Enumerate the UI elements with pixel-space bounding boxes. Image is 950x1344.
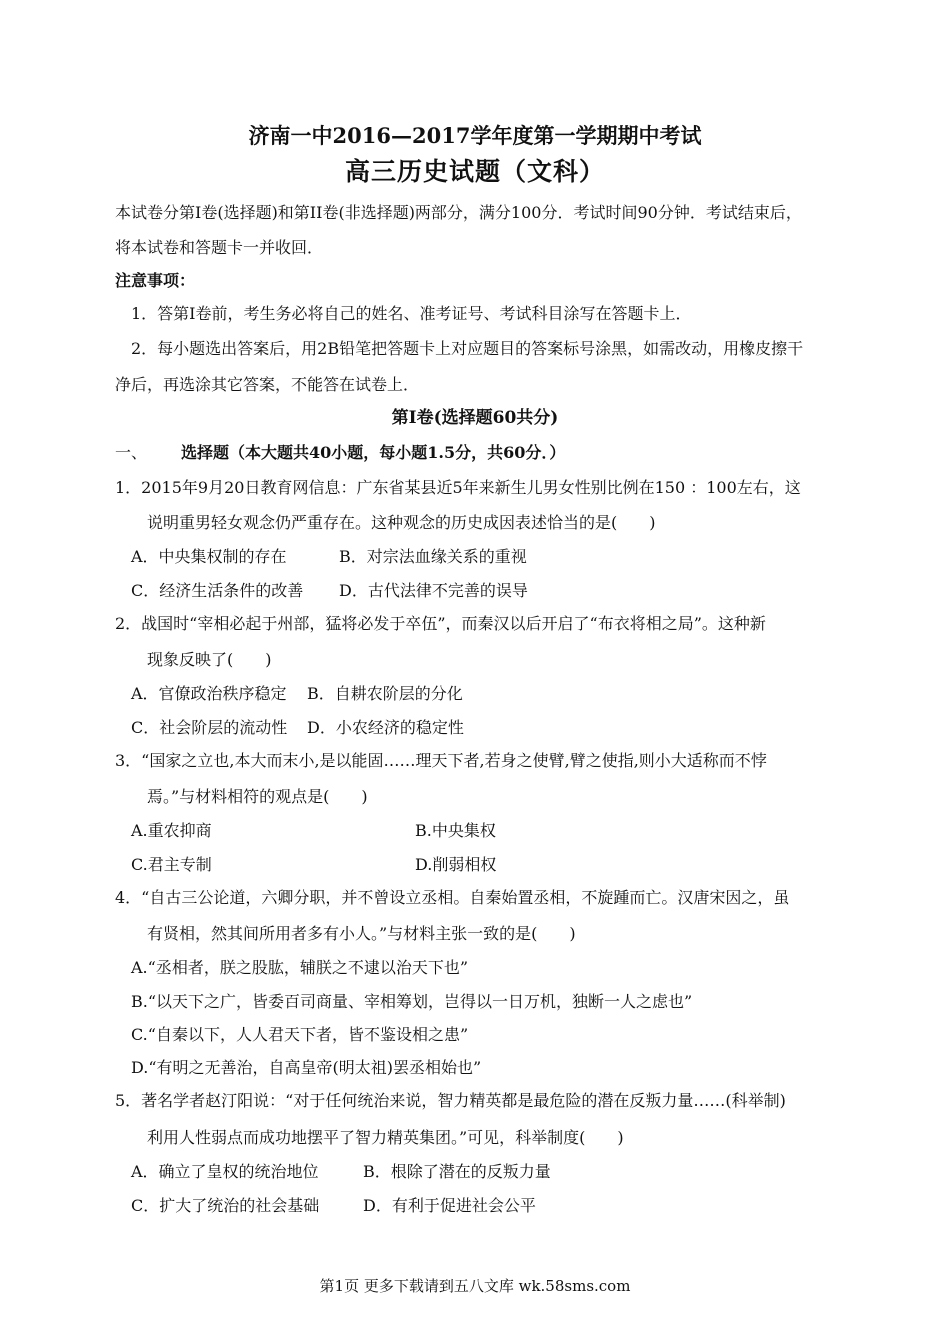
question-stem: 利用人性弱点而成功地摆平了智力精英集团。”可见，科举制度( ) [147, 1128, 624, 1147]
question-stem: 现象反映了( ) [147, 650, 272, 669]
question-stem: 2．战国时“宰相必起于州部，猛将必发于卒伍”，而秦汉以后开启了“布衣将相之局”。这种新 [115, 614, 766, 633]
part-number: 一、 [115, 443, 148, 462]
exam-subtitle: 高三历史试题（文科） [344, 157, 605, 186]
option-c: C．经济生活条件的改善 [131, 581, 304, 600]
section-title: 第I卷(选择题60共分) [391, 408, 559, 428]
option-b: B．根除了潜在的反叛力量 [363, 1162, 551, 1181]
notice-heading: 注意事项： [115, 271, 196, 290]
question-stem: 4．“自古三公论道，六卿分职，并不曾设立丞相。自秦始置丞相，不旋踵而亡。汉唐宋因之，虽 [115, 888, 790, 907]
question-stem: 焉。”与材料相符的观点是( ) [147, 787, 368, 806]
question-stem: 1．2015年9月20日教育网信息：广东省某县近5年来新生儿男女性别比例在150 ：100左右，这 [115, 478, 801, 497]
exam-title: 济南一中2016—2017学年度第一学期期中考试 [248, 123, 702, 148]
option-b: B.中央集权 [415, 821, 496, 840]
question-stem: 3．“国家之立也,本大而末小,是以能固……理天下者,若身之使臂,臂之使指,则小大适称而不悖 [115, 751, 767, 770]
option-d: D．有利于促进社会公平 [363, 1196, 536, 1215]
intro-line-1: 本试卷分第I卷(选择题)和第II卷(非选择题)两部分，满分100分．考试时间90分钟．考试结束后， [115, 203, 802, 222]
question-stem: 5．著名学者赵汀阳说：“对于任何统治来说，智力精英都是最危险的潜在反叛力量……(科举制) [115, 1091, 786, 1110]
option-a: A．确立了皇权的统治地位 [131, 1162, 319, 1181]
option-a: A．官僚政治秩序稳定 [131, 684, 287, 703]
option-a: A．中央集权制的存在 [131, 547, 287, 566]
option-d: D．古代法律不完善的误导 [339, 581, 528, 600]
part-label: 选择题（本大题共40小题，每小题1.5分，共60分．） [181, 443, 566, 462]
option-d: D.削弱相权 [415, 855, 497, 874]
notice-item-1: 1．答第I卷前，考生务必将自己的姓名、准考证号、考试科目涂写在答题卡上． [131, 304, 692, 323]
option-a: A.重农抑商 [131, 821, 212, 840]
page-footer: 第1页 更多下载请到五八文库 wk.58sms.com [319, 1277, 631, 1295]
option-d: D．小农经济的稳定性 [307, 718, 464, 737]
option-b: B．对宗法血缘关系的重视 [339, 547, 527, 566]
option-c: C.君主专制 [131, 855, 212, 874]
option-b: B．自耕农阶层的分化 [307, 684, 463, 703]
option-c: C.“自秦以下，人人君天下者，皆不鉴设相之患” [131, 1025, 469, 1044]
option-d: D.“有明之无善治，自高皇帝(明太祖)罢丞相始也” [131, 1058, 482, 1077]
question-stem: 有贤相，然其间所用者多有小人。”与材料主张一致的是( ) [147, 924, 576, 943]
question-stem: 说明重男轻女观念仍严重存在。这种观念的历史成因表述恰当的是( ) [147, 513, 656, 532]
notice-item-2-line-1: 2．每小题选出答案后，用2B铅笔把答题卡上对应题目的答案标号涂黑，如需改动，用橡皮擦干 [131, 339, 804, 358]
option-b: B.“以天下之广，皆委百司商量、宰相筹划，岂得以一日万机，独断一人之虑也” [131, 992, 693, 1011]
option-c: C．扩大了统治的社会基础 [131, 1196, 320, 1215]
option-c: C．社会阶层的流动性 [131, 718, 288, 737]
notice-item-2-line-2: 净后，再选涂其它答案，不能答在试卷上． [115, 375, 420, 394]
intro-line-2: 将本试卷和答题卡一并收回． [115, 238, 324, 257]
option-a: A.“丞相者，朕之股肱，辅朕之不逮以治天下也” [131, 958, 469, 977]
